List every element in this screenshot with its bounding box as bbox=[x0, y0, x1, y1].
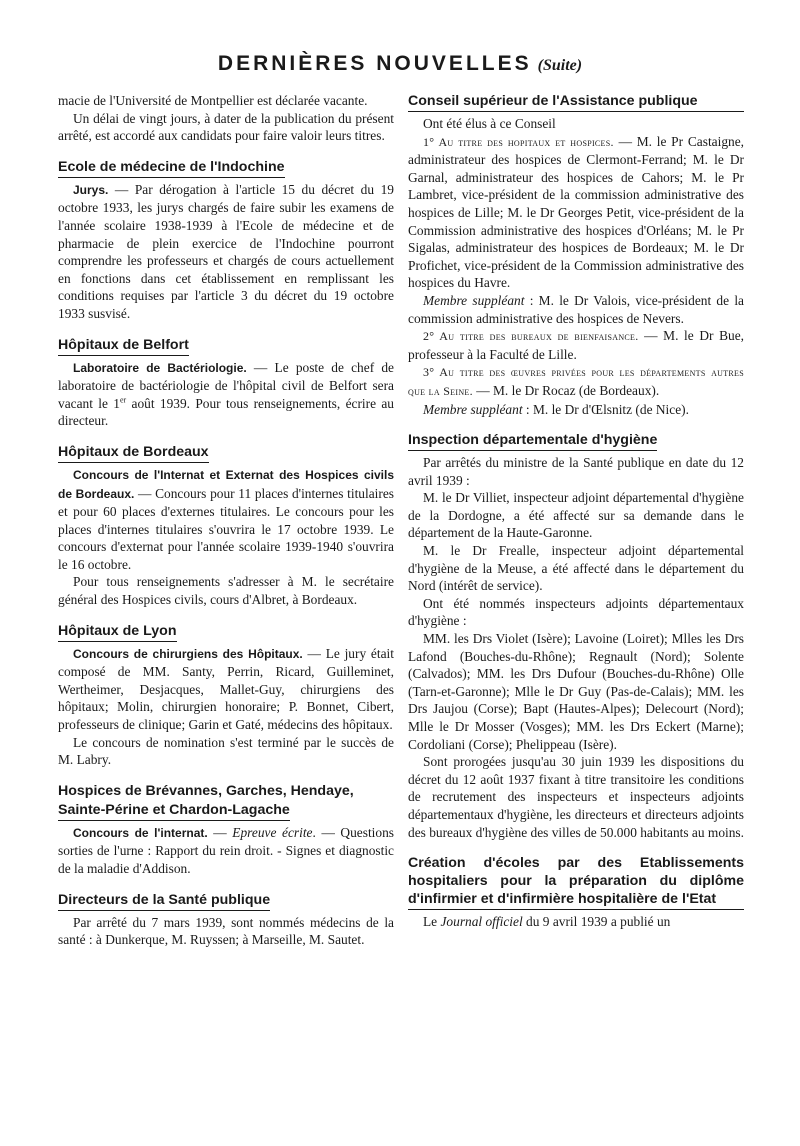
section-title-indochine: Ecole de médecine de l'Indochine bbox=[58, 158, 285, 178]
conseil-paragraph-2 bbox=[408, 292, 744, 327]
section-body-lyon-2: Le concours de nomination s'est terminé par le succès de M. Labry. bbox=[58, 734, 394, 768]
text-belfort-b: août 1939. Pour tous renseignements, écrire au directeur. bbox=[58, 395, 394, 429]
inspection-paragraph-6: Sont prorogées jusqu'au 30 juin 1939 les dispositions du décret du 12 août 1937 fixant à titre transitoire les conditions de recrutement des inspecteurs et inspecteurs adjoints départementaux d'hygiène, les directeurs et directeurs adjoints des bureaux d'hygiène des villes de 50.000 habitants au moins. bbox=[408, 754, 744, 840]
superscript-er: er bbox=[119, 395, 127, 405]
intro-paragraph-2: Un délai de vingt jours, à dater de la publication du présent arrêté, est accordé aux candidats pour faire valoir leurs titres. bbox=[58, 110, 394, 144]
lead-jurys: Jurys. bbox=[73, 182, 109, 197]
inspection-paragraph-2: M. le Dr Villiet, inspecteur adjoint départemental d'hygiène de la Dordogne, a été affecté sur sa demande dans le département de la Haute-Garonne. bbox=[408, 490, 744, 541]
text-oeuvres-privees: — M. le Dr Rocaz (de Bordeaux). bbox=[472, 382, 660, 398]
text-bureaux-bienfaisance: — M. le Dr Bue, professeur à la Faculté de Lille. bbox=[408, 328, 744, 362]
section-title-conseil: Conseil supérieur de l'Assistance publique bbox=[408, 92, 744, 112]
section-title-creation-ecoles: Création d'écoles par des Etablissements hospitaliers pour la préparation du diplôme d'infirmier et d'infirmière hospitalière de l'Etat bbox=[408, 854, 744, 910]
conseil-intro: Ont été élus à ce Conseil bbox=[423, 116, 556, 131]
section-title-lyon: Hôpitaux de Lyon bbox=[58, 622, 177, 642]
text-epreuve-ecrite: Epreuve écrite bbox=[232, 824, 313, 840]
label-membre-suppleant-2: Membre suppléant bbox=[423, 401, 523, 417]
inspection-paragraph-3: M. le Dr Frealle, inspecteur adjoint départemental d'hygiène de la Meuse, a été affecté dans le département du Nord (intérêt de service). bbox=[408, 543, 744, 594]
section-body-indochine bbox=[58, 181, 394, 323]
lead-concours-bordeaux: Concours de l'Internat et Externat des Hospices civils de Bordeaux. bbox=[58, 467, 394, 501]
creation-paragraph-1 bbox=[408, 913, 744, 931]
text-membre-suppleant-2: : M. le Dr d'Œlsnitz (de Nice). bbox=[522, 401, 689, 417]
section-title-hospices-1: Hospices de Brévannes, Garches, Hendaye, bbox=[58, 782, 354, 799]
text-creation-b: du 9 avril 1939 a publié un bbox=[522, 914, 671, 930]
section-title-hospices-2: Sainte-Périne et Chardon-Lagache bbox=[58, 801, 290, 821]
page-title: DERNIÈRES NOUVELLES bbox=[217, 52, 532, 75]
section-body-bordeaux-2: Pour tous renseignements s'adresser à M. le secrétaire général des Hospices civils, cours d'Albret, à Bordeaux. bbox=[58, 574, 394, 608]
lead-concours-lyon: Concours de chirurgiens des Hôpitaux. bbox=[73, 646, 303, 661]
section-title-bordeaux: Hôpitaux de Bordeaux bbox=[58, 443, 209, 463]
text-hospices-a: — bbox=[207, 824, 233, 840]
right-column bbox=[408, 92, 744, 931]
text-membre-suppleant-1: : M. le Dr Valois, vice-président de la commission administrative des hospices de Nevers. bbox=[408, 292, 744, 326]
inspection-paragraph-1: Par arrêtés du ministre de la Santé publique en date du 12 avril 1939 : bbox=[408, 455, 744, 488]
section-body-lyon bbox=[58, 645, 394, 734]
page-header bbox=[0, 52, 800, 76]
label-membre-suppleant-1: Membre suppléant bbox=[423, 292, 525, 308]
page-title-suite: (Suite) bbox=[537, 57, 583, 74]
text-lyon: — Le jury était composé de MM. Santy, Perrin, Ricard, Guilleminet, Wertheimer, Desjacques, Mallet-Guy, chirurgiens des hôpitaux; Molin, chirurgien honoraire; P. Bonnet, Cibert, professeurs de clinique; Garin et Gaté, médecins des hôpitaux. bbox=[58, 645, 394, 733]
intro-paragraph-1: macie de l'Université de Montpellier est déclarée vacante. bbox=[58, 93, 368, 108]
section-body-belfort bbox=[58, 359, 394, 430]
section-title-belfort: Hôpitaux de Belfort bbox=[58, 336, 189, 356]
text-hopitaux-hospices: — M. le Pr Castaigne, administrateur des hospices de Clermont-Ferrand; M. le Dr Garnal, administrateur des hospices de Cahors; M. le Pr Lambret, vice-président de la commission administrative des hospices de Lille; M. le Dr Georges Petit, vice-président de la Commission administrative des hospices d'Orléans; M. le Pr Sigalas, administrateur des hospices de Bordeaux; M. le Dr Profichet, vice-président de la Commission administrative des hospices du Havre. bbox=[408, 133, 745, 291]
label-oeuvres-privees: 3° Au titre des œuvres privées pour les départements autres que la Seine. bbox=[408, 365, 744, 398]
text-jurys: — Par dérogation à l'article 15 du décret du 19 octobre 1933, les jurys chargés de faire subir les examens de l'année scolaire 1938-1939 à l'Ecole de médecine et de pharmacie de plein exercice de l'Indochine pourront comprendre les professeurs et chargés de cours actuellement en fonctions dans cet établissement en remplissant les conditions requises par l'article 3 du décret du 19 octobre 1933 susvisé. bbox=[58, 181, 394, 321]
text-creation-a: Le bbox=[423, 914, 441, 930]
inspection-paragraph-5: MM. les Drs Violet (Isère); Lavoine (Loiret); Mlles les Drs Lafond (Bouches-du-Rhône); Regnault (Nord); Solente (Calvados); MM. les Drs Dufour (Bouches-du-Rhône) Olle (Tarn-et-Garonne); Mlle le Dr Guy (Pas-de-Calais); MM. les Drs Jaujou (Corse); Bapt (Hautes-Alpes); Delecourt (Nord); Mlle le Dr Mosser (Vosges); MM. les Drs Eckert (Marne); Cordoliani (Corse); Phelippeau (Isère). bbox=[408, 631, 744, 752]
lead-concours-internat: Concours de l'internat. bbox=[73, 825, 208, 840]
section-body-directeurs: Par arrêté du 7 mars 1939, sont nommés médecins de la santé : à Dunkerque, M. Ruyssen; à Marseille, M. Sautet. bbox=[58, 914, 394, 948]
text-journal-officiel: Journal officiel bbox=[440, 914, 523, 930]
left-column bbox=[58, 92, 394, 949]
conseil-paragraph-1 bbox=[408, 133, 744, 292]
section-title-inspection: Inspection départementale d'hygiène bbox=[408, 431, 657, 451]
section-body-bordeaux bbox=[58, 466, 394, 574]
text-belfort-a: — Le poste de chef de laboratoire de bactériologie de l'hôpital civil de Belfort sera vacant le 1 bbox=[58, 359, 394, 411]
section-body-hospices bbox=[58, 824, 394, 878]
conseil-paragraph-3 bbox=[408, 327, 744, 363]
label-hopitaux-hospices: 1° Au titre des hopitaux et hospices. bbox=[423, 134, 614, 149]
text-bordeaux: — Concours pour 11 places d'internes titulaires et pour 60 places d'externes titulaires. Le concours pour les places d'internes titulaires s'ouvrira le 17 octobre 1939. Le concours d'externat pour l'année scolaire 1939-1940 s'ouvrira le 16 octobre. bbox=[58, 485, 394, 572]
conseil-paragraph-5 bbox=[408, 401, 744, 419]
lead-laboratoire: Laboratoire de Bactériologie. bbox=[73, 360, 247, 375]
label-bureaux-bienfaisance: 2° Au titre des bureaux de bienfaisance. bbox=[423, 329, 639, 344]
text-hospices-b: . — Questions sorties de l'urne : Rapport du rein droit. - Signes et diagnostic de la maladie d'Addison. bbox=[58, 824, 394, 876]
inspection-paragraph-4: Ont été nommés inspecteurs adjoints départementaux d'hygiène : bbox=[408, 595, 744, 629]
conseil-paragraph-4 bbox=[408, 363, 744, 400]
section-title-directeurs: Directeurs de la Santé publique bbox=[58, 891, 270, 911]
